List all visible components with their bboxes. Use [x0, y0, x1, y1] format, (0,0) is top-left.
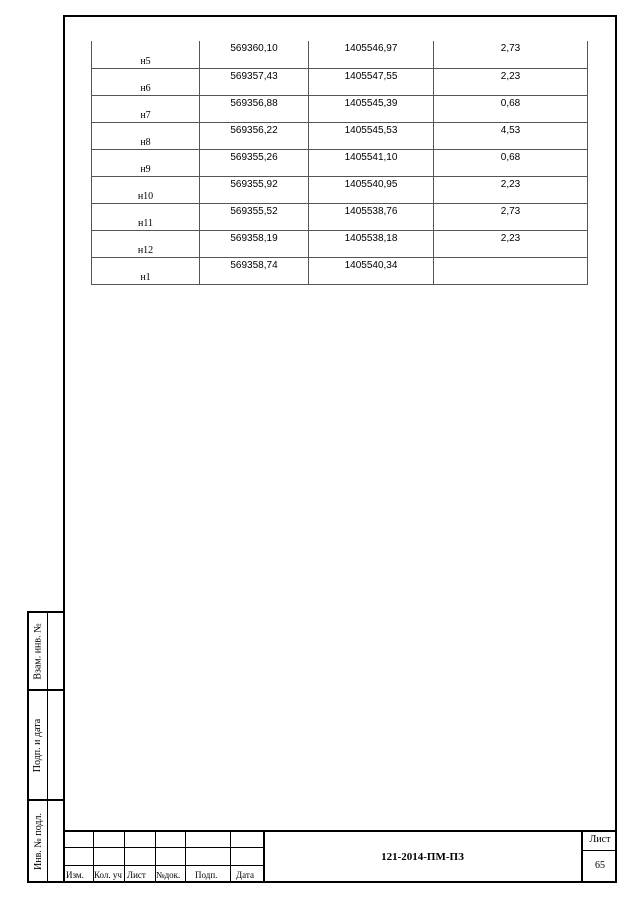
sheet-label: Лист [589, 834, 611, 845]
table-row [92, 68, 588, 95]
point-name-cell: н10 [92, 176, 200, 203]
x-coord-cell: 569358,74 [200, 257, 309, 284]
col-ndok: №док. [156, 870, 181, 880]
title-block [63, 830, 617, 883]
sheet-number: 65 [595, 860, 605, 871]
table-row [92, 203, 588, 230]
distance-cell: 2,73 [434, 41, 588, 68]
point-name-cell: н12 [92, 230, 200, 257]
point-name-cell: н7 [92, 95, 200, 122]
point-name-cell: н9 [92, 149, 200, 176]
col-podp: Подп. [195, 870, 218, 880]
x-coord-cell: 569357,43 [200, 68, 309, 95]
col-izm: Изм. [66, 870, 84, 880]
col-list: Лист [127, 870, 146, 880]
table-row [92, 122, 588, 149]
col-data: Дата [236, 870, 254, 880]
x-coord-cell: 569360,10 [200, 41, 309, 68]
x-coord-cell: 569355,26 [200, 149, 309, 176]
vzam-inv-label: Взам. инв. № [32, 622, 44, 680]
y-coord-cell: 1405540,34 [309, 257, 434, 284]
y-coord-cell: 1405538,18 [309, 230, 434, 257]
stamp-podp-data [27, 689, 63, 801]
distance-cell: 2,23 [434, 176, 588, 203]
x-coord-cell: 569358,19 [200, 230, 309, 257]
podp-data-label: Подп. и дата [32, 718, 44, 772]
coordinates-table [91, 41, 588, 285]
table-row [92, 230, 588, 257]
distance-cell: 2,23 [434, 68, 588, 95]
distance-cell: 0,68 [434, 149, 588, 176]
point-name-cell: н5 [92, 41, 200, 68]
y-coord-cell: 1405541,10 [309, 149, 434, 176]
stamp-inv-podl [27, 799, 63, 883]
distance-cell [434, 257, 588, 284]
col-kol-uch: Кол. уч [94, 870, 122, 880]
x-coord-cell: 569356,22 [200, 122, 309, 149]
y-coord-cell: 1405545,53 [309, 122, 434, 149]
table-row [92, 257, 588, 284]
y-coord-cell: 1405540,95 [309, 176, 434, 203]
table-row [92, 95, 588, 122]
point-name-cell: н11 [92, 203, 200, 230]
stamp-vzam-inv [27, 611, 63, 691]
distance-cell: 2,23 [434, 230, 588, 257]
y-coord-cell: 1405547,55 [309, 68, 434, 95]
point-name-cell: н8 [92, 122, 200, 149]
x-coord-cell: 569356,88 [200, 95, 309, 122]
point-name-cell: н1 [92, 257, 200, 284]
x-coord-cell: 569355,52 [200, 203, 309, 230]
y-coord-cell: 1405546,97 [309, 41, 434, 68]
table-row [92, 41, 588, 68]
x-coord-cell: 569355,92 [200, 176, 309, 203]
table-row [92, 176, 588, 203]
y-coord-cell: 1405545,39 [309, 95, 434, 122]
inv-podl-label: Инв. № подл. [32, 812, 44, 870]
point-name-cell: н6 [92, 68, 200, 95]
distance-cell: 0,68 [434, 95, 588, 122]
y-coord-cell: 1405538,76 [309, 203, 434, 230]
distance-cell: 4,53 [434, 122, 588, 149]
distance-cell: 2,73 [434, 203, 588, 230]
table-row [92, 149, 588, 176]
document-code: 121-2014-ПМ-ПЗ [381, 850, 464, 863]
